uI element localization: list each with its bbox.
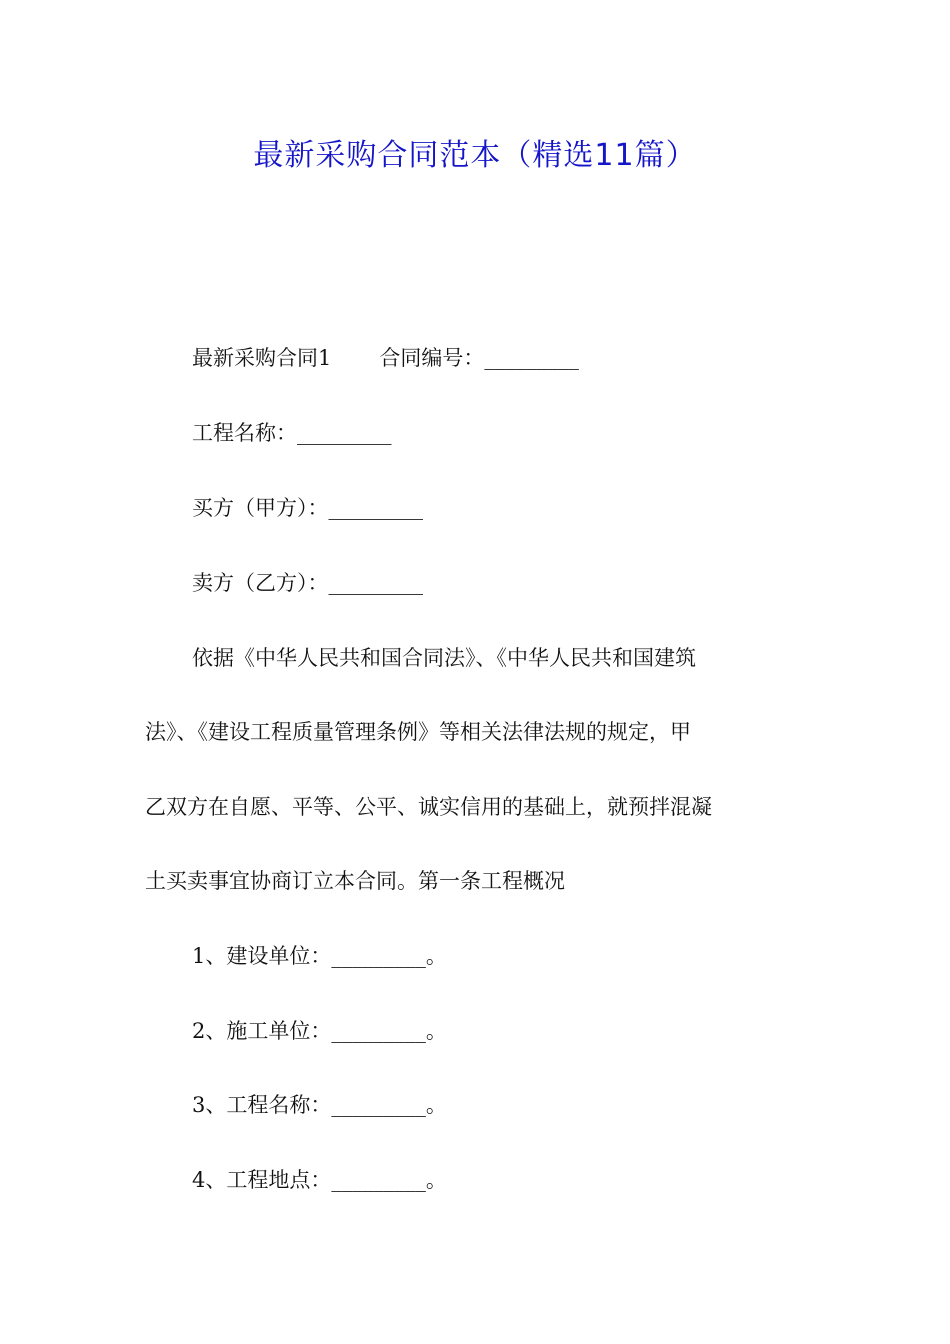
project-name-field: 工程名称：_________ <box>192 421 392 445</box>
contract-header-line <box>192 343 857 373</box>
paragraph-line: 土买卖事宜协商订立本合同。第一条工程概况 <box>145 869 565 893</box>
seller-field: 卖方（乙方）：_________ <box>192 571 423 595</box>
paragraph-line: 依据《中华人民共和国合同法》、《中华人民共和国建筑 <box>192 646 696 670</box>
contract-name: 最新采购合同1 <box>192 346 332 370</box>
contract-number-field: 合同编号：_________ <box>379 346 579 370</box>
buyer-field: 买方（甲方）：_________ <box>192 496 423 520</box>
list-item-builder-unit: 2、施工单位：_________。 <box>192 1019 447 1043</box>
paragraph-line: 法》、《建设工程质量管理条例》等相关法律法规的规定，甲 <box>145 720 691 744</box>
list-item-project-name: 3、工程名称：_________。 <box>192 1093 447 1117</box>
paragraph-line: 乙双方在自愿、平等、公平、诚实信用的基础上，就预拌混凝 <box>145 795 712 819</box>
list-item-project-location: 4、工程地点：_________。 <box>192 1168 447 1192</box>
list-item-construction-unit: 1、建设单位：_________。 <box>192 944 447 968</box>
document-title: 最新采购合同范本（精选11篇） <box>253 138 697 173</box>
